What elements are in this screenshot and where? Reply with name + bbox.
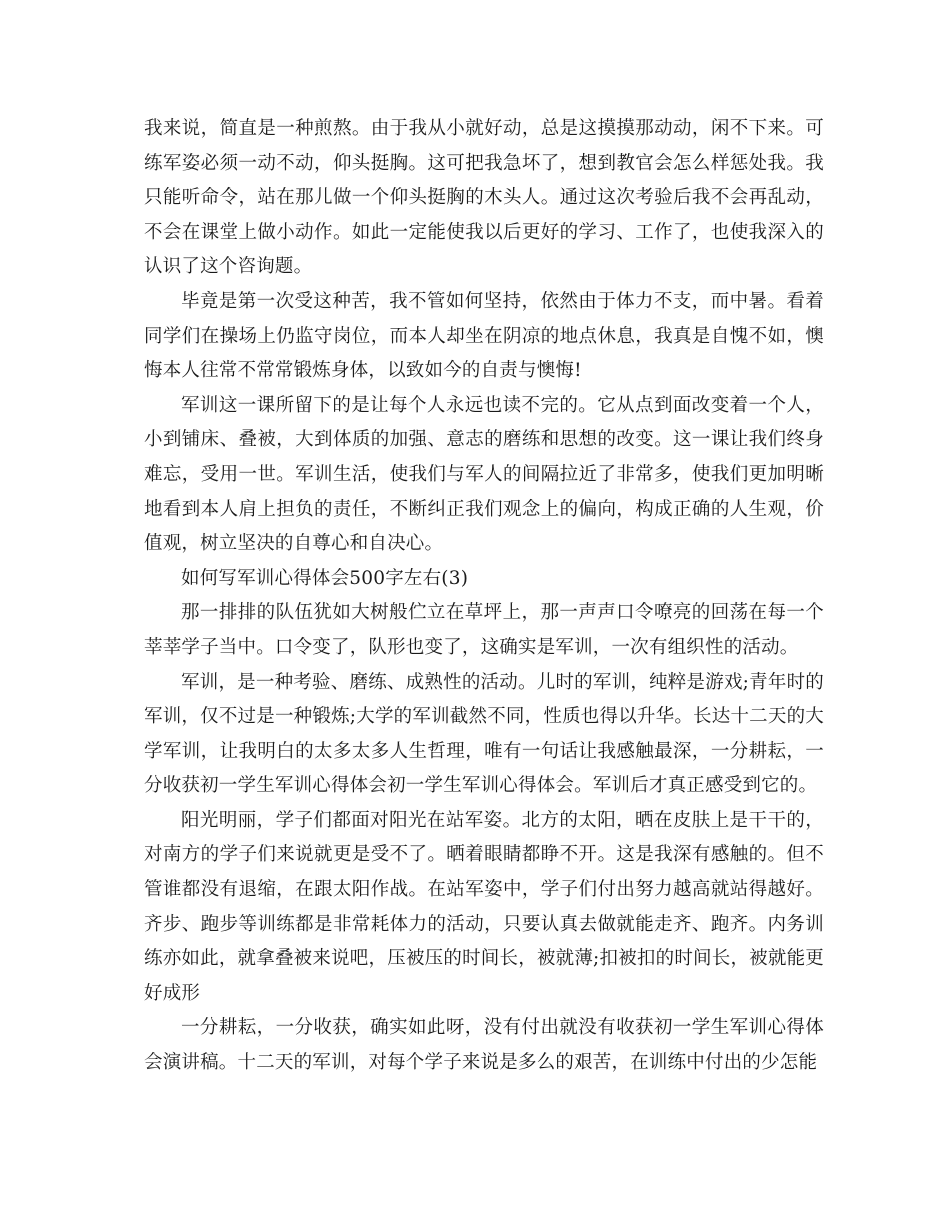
- paragraph: 那一排排的队伍犹如大树般伫立在草坪上，那一声声口令嘹亮的回荡在每一个莘莘学子当中。口令变了，队形也变了，这确实是军训，一次有组织性的活动。: [144, 602, 824, 658]
- paragraph: 阳光明丽，学子们都面对阳光在站军姿。北方的太阳，晒在皮肤上是干干的，对南方的学子们来说就更是受不了。晒着眼睛都睁不开。这是我深有感触的。但不管谁都没有退缩，在跟太阳作战。在站军姿中，学子们付出努力越高就站得越好。齐步、跑步等训练都是非常耗体力的活动，只要认真去做就能走齐、跑齐。内务训练亦如此，就拿叠被来说吧，压被压的时间长，被就薄;扣被扣的时间长，被就能更好成形: [144, 809, 824, 1004]
- paragraph: 军训，是一种考验、磨练、成熟性的活动。儿时的军训，纯粹是游戏;青年时的军训，仅不过是一种锻炼;大学的军训截然不同，性质也得以升华。长达十二天的大学军训，让我明白的太多太多人生哲理，唯有一句话让我感触最深，一分耕耘，一分收获初一学生军训心得体会初一学生军训心得体会。军训后才真正感受到它的。: [144, 671, 824, 797]
- paragraph: 一分耕耘，一分收获，确实如此呀，没有付出就没有收获初一学生军训心得体会演讲稿。十二天的军训，对每个学子来说是多么的艰苦，在训练中付出的少怎能: [144, 1017, 824, 1074]
- document-body: [144, 112, 824, 1081]
- paragraph: 毕竟是第一次受这种苦，我不管如何坚持，依然由于体力不支，而中暑。看着同学们在操场上仍监守岗位，而本人却坐在阴凉的地点休息，我真是自愧不如，懊悔本人往常不常常锻炼身体，以致如今的自责与懊悔!: [144, 290, 824, 382]
- section-heading: 如何写军训心得体会500字左右(3): [181, 567, 469, 589]
- paragraph: 军训这一课所留下的是让每个人永远也读不完的。它从点到面改变着一个人，小到铺床、叠被，大到体质的加强、意志的磨练和思想的改变。这一课让我们终身难忘，受用一世。军训生活，使我们与军人的间隔拉近了非常多，使我们更加明晰地看到本人肩上担负的责任，不断纠正我们观念上的偏向，构成正确的人生观，价值观，树立坚决的自尊心和自决心。: [144, 394, 824, 555]
- paragraph-continuation: 我来说，简直是一种煎熬。由于我从小就好动，总是这摸摸那动动，闲不下来。可练军姿必须一动不动，仰头挺胸。这可把我急坏了，想到教官会怎么样惩处我。我只能听命令，站在那儿做一个仰头挺胸的木头人。通过这次考验后我不会再乱动，不会在课堂上做小动作。如此一定能使我以后更好的学习、工作了，也使我深入的认识了这个咨询题。: [144, 118, 824, 278]
